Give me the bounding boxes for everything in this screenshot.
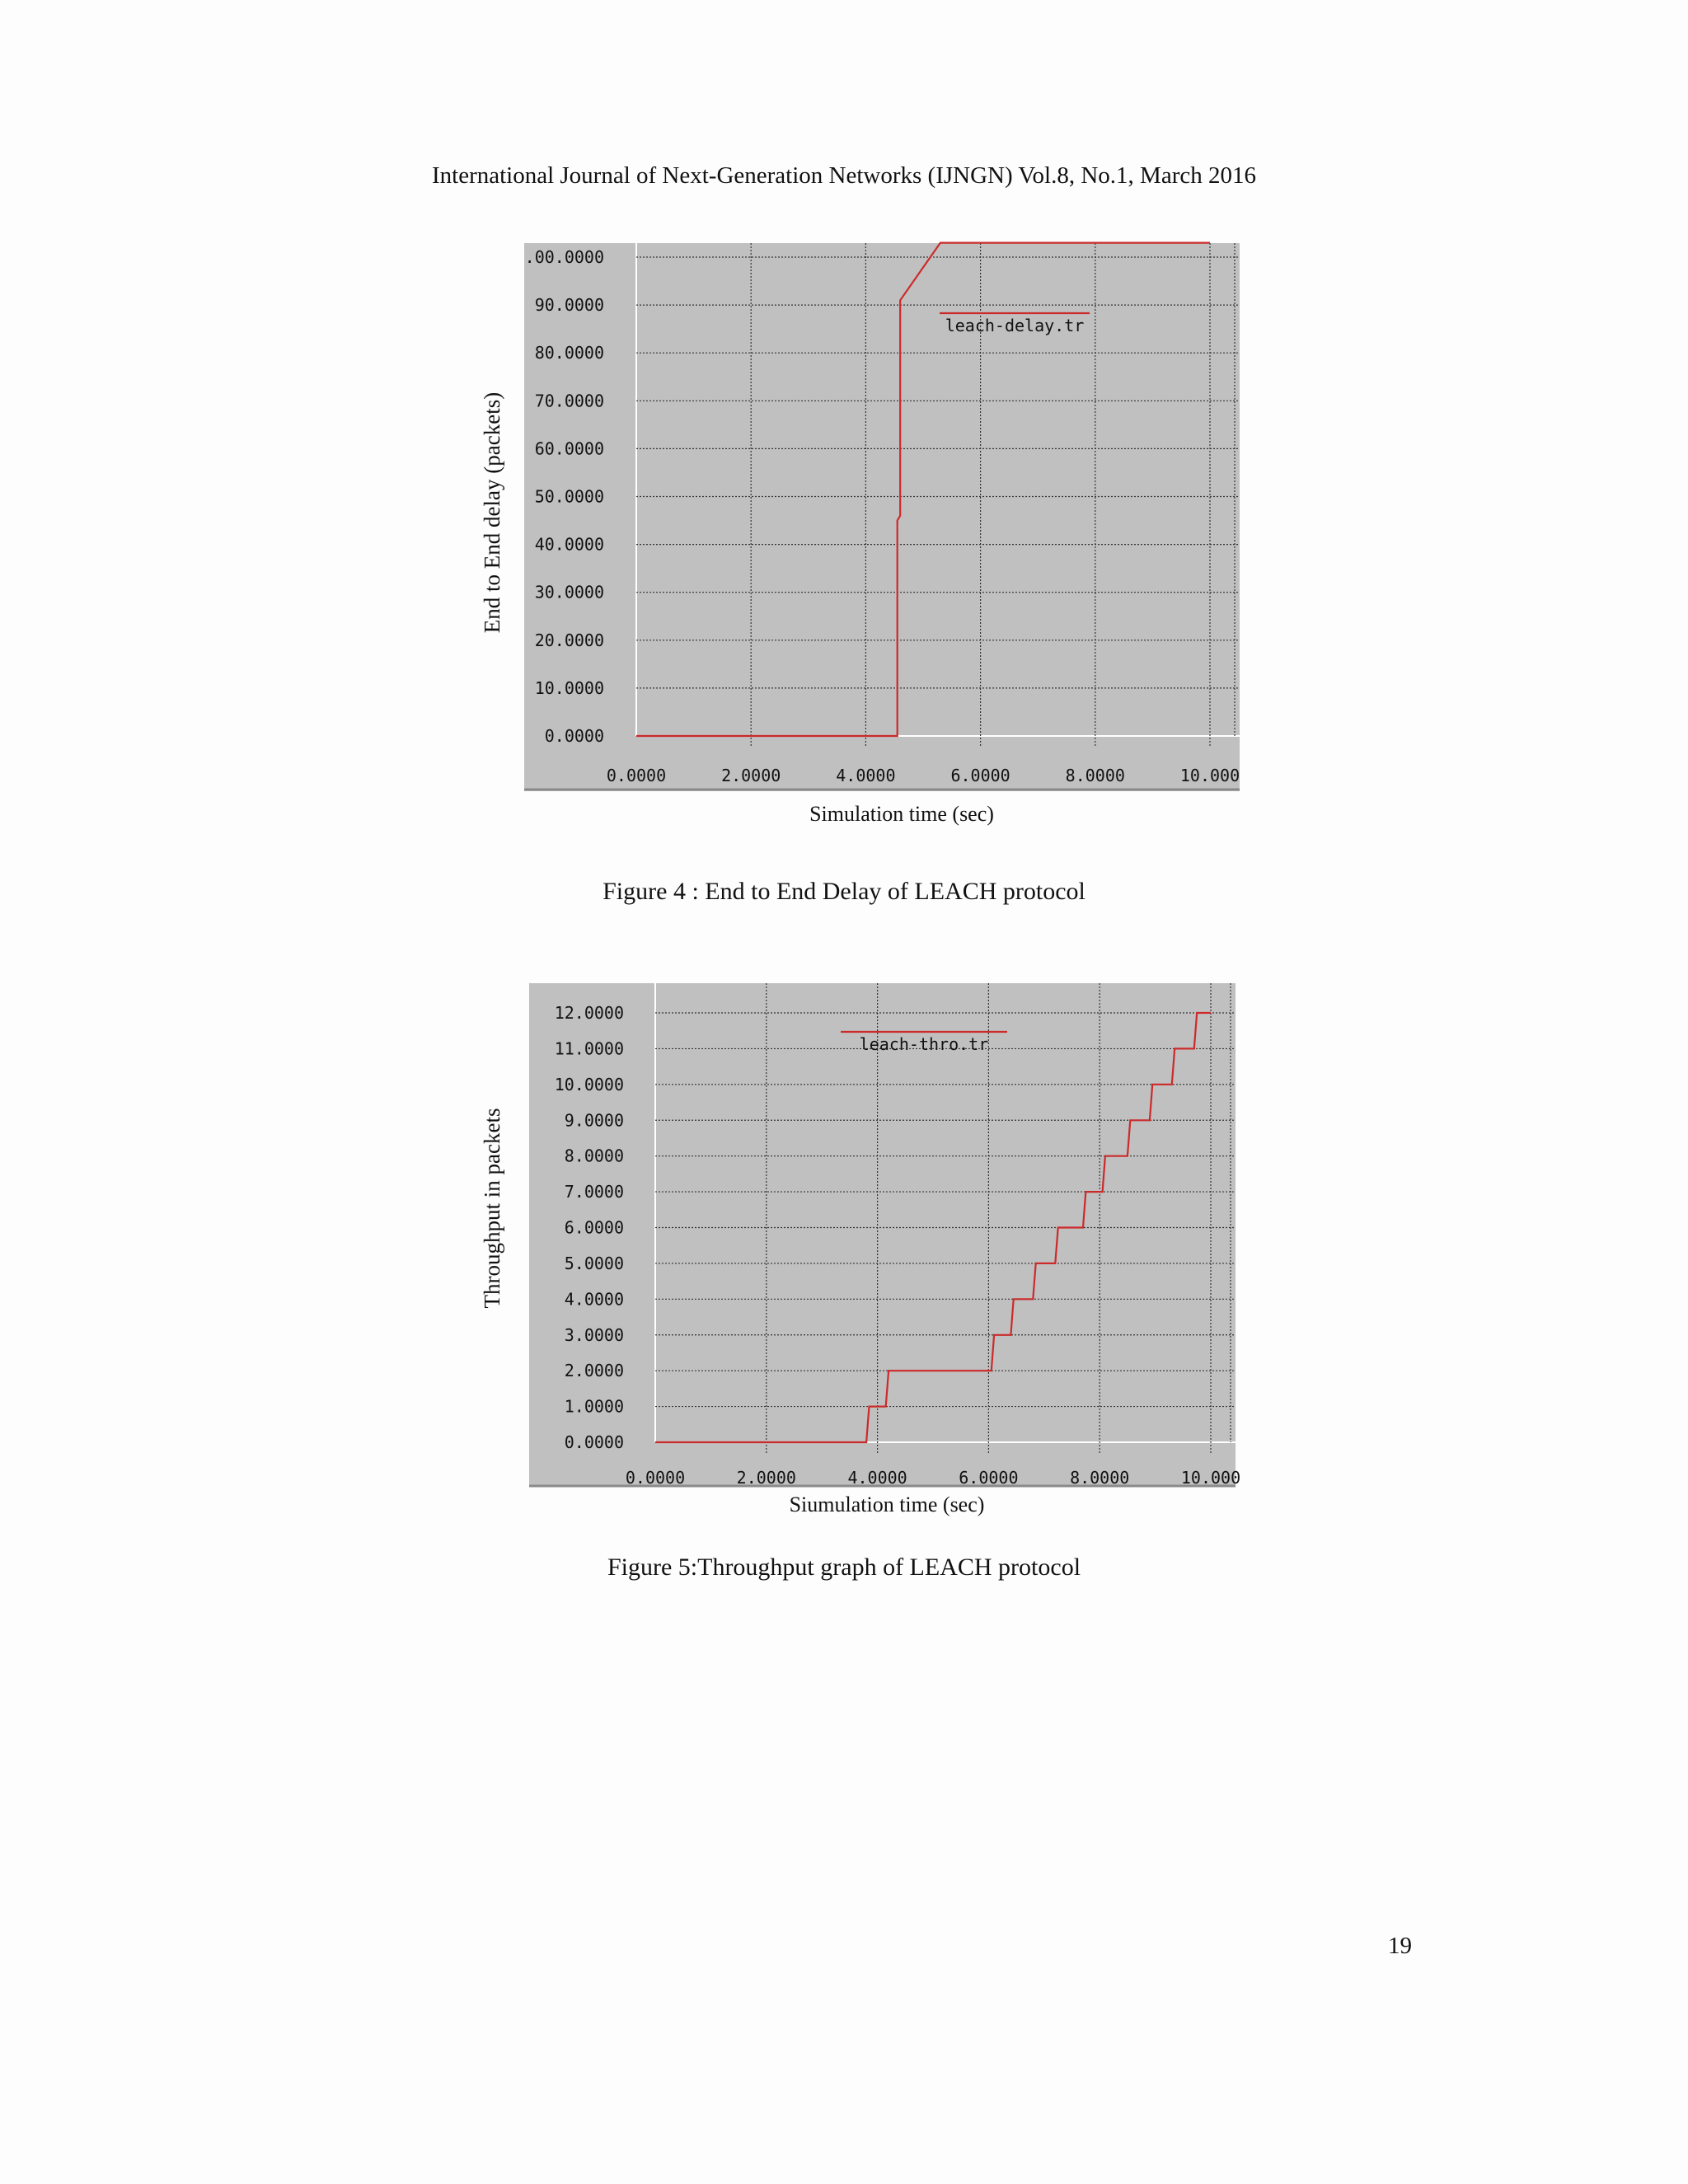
x-tick-label: 4.0000	[836, 766, 896, 785]
x-tick-label: 8.0000	[1065, 766, 1125, 785]
y-tick-label: 11.0000	[554, 1038, 624, 1059]
y-tick-label: 6.0000	[564, 1217, 624, 1238]
y-tick-label: 90.0000	[534, 295, 604, 316]
x-tick-label: 2.0000	[721, 766, 781, 785]
x-axis-title: Simulation time (sec)	[809, 802, 994, 826]
y-tick-label: 30.0000	[534, 582, 604, 602]
figure-end-to-end-delay	[480, 243, 1240, 826]
plot-background	[524, 243, 1240, 791]
x-tick-label: 0.0000	[606, 766, 667, 785]
x-tick-label: 10.000	[1179, 766, 1240, 785]
figure-4-caption: Figure 4 : End to End Delay of LEACH protocol	[603, 878, 1085, 905]
y-axis-title: End to End delay (packets)	[480, 391, 504, 634]
x-tick-label: 6.0000	[959, 1468, 1019, 1488]
y-tick-label: 4.0000	[564, 1289, 624, 1310]
y-tick-label: 2.0000	[564, 1361, 624, 1381]
y-tick-label: 40.0000	[534, 534, 604, 555]
journal-header: International Journal of Next-Generation Networks (IJNGN) Vol.8, No.1, March 2016	[431, 162, 1256, 189]
y-tick-label: 80.0000	[534, 343, 604, 363]
x-tick-label: 2.0000	[736, 1468, 796, 1488]
x-tick-label: 4.0000	[847, 1468, 907, 1488]
legend-label: leach-thro.tr	[859, 1034, 989, 1054]
y-tick-label: 7.0000	[564, 1182, 624, 1202]
x-axis-title: Siumulation time (sec)	[789, 1493, 985, 1516]
y-tick-label: 70.0000	[534, 391, 604, 411]
y-tick-label: 10.0000	[534, 677, 604, 698]
x-tick-label: 8.0000	[1070, 1468, 1130, 1488]
y-tick-label: 9.0000	[564, 1110, 624, 1131]
y-tick-label: 5.0000	[564, 1253, 624, 1273]
legend-label: leach-delay.tr	[945, 316, 1085, 335]
y-tick-label: 20.0000	[534, 630, 604, 650]
y-tick-label: 1.0000	[564, 1396, 624, 1417]
y-tick-label: 0.0000	[544, 726, 604, 746]
y-tick-label: 0.0000	[564, 1432, 624, 1452]
figure-5-caption: Figure 5:Throughput graph of LEACH protocol	[607, 1554, 1081, 1581]
y-tick-label: 8.0000	[564, 1146, 624, 1166]
y-tick-label: 12.0000	[554, 1003, 624, 1023]
y-tick-label: 60.0000	[534, 438, 604, 459]
x-tick-label: 0.0000	[625, 1468, 686, 1488]
y-tick-label: .00.0000	[524, 247, 604, 267]
y-tick-label: 10.0000	[554, 1074, 624, 1094]
page-number: 19	[1388, 1933, 1412, 1959]
x-tick-label: 10.000	[1180, 1468, 1241, 1488]
x-tick-label: 6.0000	[950, 766, 1010, 785]
y-axis-title: Throughput in packets	[480, 1108, 504, 1309]
y-tick-label: 50.0000	[534, 486, 604, 507]
y-tick-label: 3.0000	[564, 1324, 624, 1345]
figure-throughput	[480, 983, 1240, 1516]
plot-background	[529, 983, 1236, 1486]
